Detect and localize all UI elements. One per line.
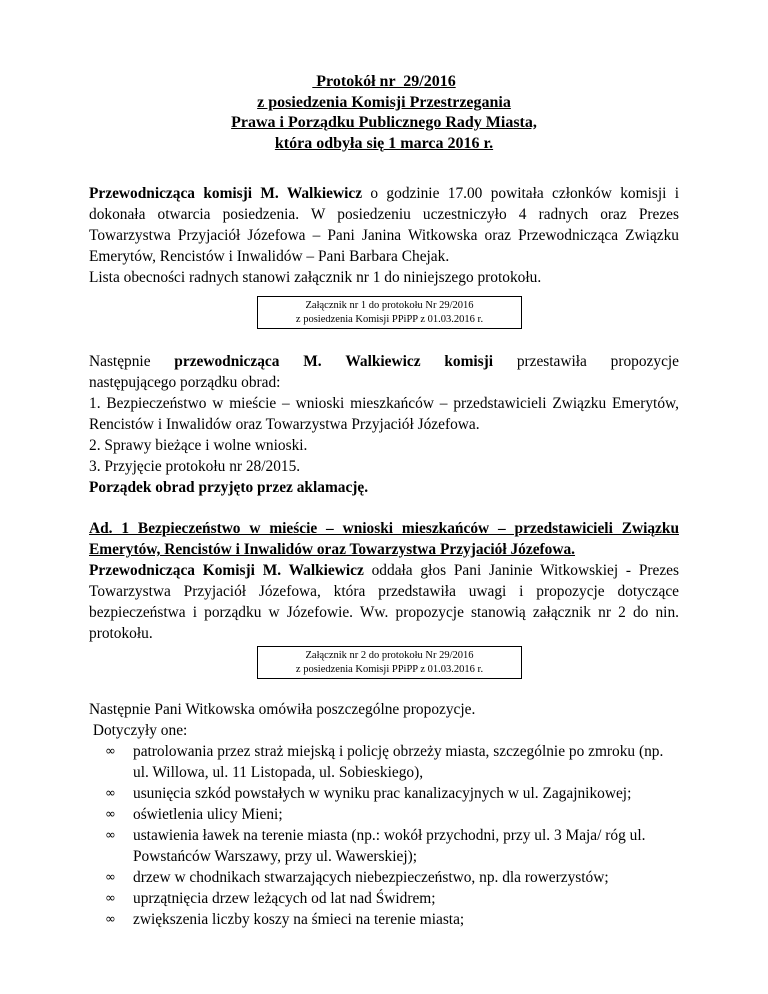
agenda-word-2: przewodnicząca <box>174 353 280 370</box>
list-item-text: ustawienia ławek na terenie miasta (np.: wokół przychodni, przy ul. 3 Maja/ róg ul. Powstańców Warszawy, przy ul. Wawerskiej); <box>133 827 646 865</box>
ad1-text: oddała głos Pani Janinie Witkowskiej - Prezes Towarzystwa Przyjaciół Józefowa, która przedstawiła uwagi i propozycje dotyczące bezpieczeństwa i porządku w Józefowie. Ww. propozycje stanowią załącznik nr 2 do nin. protokołu. <box>89 562 679 642</box>
title-line-3: Prawa i Porządku Publicznego Rady Miasta, <box>231 114 537 131</box>
title-line-1: Protokół nr 29/2016 <box>312 73 456 90</box>
attachment-2-line-1: Załącznik nr 2 do protokołu Nr 29/2016 <box>305 650 474 661</box>
agenda-intro-line-2: następującego porządku obrad: <box>89 374 281 391</box>
infinity-bullet-icon: ∞ <box>105 744 116 759</box>
proposals-intro: Następnie Pani Witkowska omówiła poszczególne propozycje. <box>89 701 476 718</box>
list-item <box>89 783 679 804</box>
proposals-list <box>89 741 679 930</box>
agenda-item-3: 3. Przyjęcie protokołu nr 28/2015. <box>89 458 301 475</box>
agenda-word-4: Walkiewicz <box>345 353 421 370</box>
agenda-word-3: M. <box>303 353 322 370</box>
attachment-1-line-2: z posiedzenia Komisji PPiPP z 01.03.2016 r. <box>295 313 484 325</box>
agenda-word-7: propozycje <box>610 353 680 370</box>
title-line-2: z posiedzenia Komisji Przestrzegania <box>257 93 511 111</box>
document-page <box>89 72 679 930</box>
attachment-2-box <box>257 646 522 679</box>
attachment-1-box <box>257 296 522 329</box>
opening-paragraph <box>89 183 679 267</box>
ad1-chairwoman-name: Przewodnicząca Komisji M. Walkiewicz <box>89 562 364 579</box>
infinity-bullet-icon: ∞ <box>105 891 116 906</box>
proposals-concerned: Dotyczyły one: <box>89 722 188 739</box>
agenda-item-1: 1. Bezpieczeństwo w mieście – wnioski mieszkańców – przedstawicieli Związku Emerytów, Rencistów i Inwalidów oraz Towarzystwa Przyjaciół Józefowa. <box>89 395 679 433</box>
infinity-bullet-icon: ∞ <box>105 786 116 801</box>
attachment-2-line-2: z posiedzenia Komisji PPiPP z 01.03.2016 r. <box>295 663 484 675</box>
agenda-intro-line <box>89 351 679 372</box>
opening-text: o godzinie 17.00 powitała członków komisji i dokonała otwarcia posiedzenia. W posiedzeniu uczestniczyło 4 radnych oraz Prezes Towarzystwa Przyjaciół Józefowa – Pani Janina Witkowska oraz Przewodnicząca Związku Emerytów, Rencistów i Inwalidów – Pani Barbara Chejak. <box>89 185 679 265</box>
title-line-4: która odbyła się 1 marca 2016 r. <box>274 134 494 152</box>
list-item <box>89 888 679 909</box>
list-item <box>89 804 679 825</box>
infinity-bullet-icon: ∞ <box>105 828 116 843</box>
attachment-1-line-1: Załącznik nr 1 do protokołu Nr 29/2016 <box>305 300 474 311</box>
infinity-bullet-icon: ∞ <box>105 870 116 885</box>
agenda-word-5: komisji <box>444 353 494 370</box>
chairwoman-name: Przewodnicząca komisji M. Walkiewicz <box>89 185 363 202</box>
list-item <box>89 825 679 867</box>
list-item-text: zwiększenia liczby koszy na śmieci na terenie miasta; <box>133 911 465 928</box>
list-item <box>89 741 679 783</box>
list-item <box>89 867 679 888</box>
list-item-text: uprzątnięcia drzew leżących od lat nad Świdrem; <box>133 890 436 907</box>
list-item-text: patrolowania przez straż miejską i policję obrzeży miasta, szczególnie po zmroku (np. ul. Willowa, ul. 11 Listopada, ul. Sobieskiego), <box>133 743 664 781</box>
agenda-item-2: 2. Sprawy bieżące i wolne wnioski. <box>89 437 308 454</box>
infinity-bullet-icon: ∞ <box>105 912 116 927</box>
infinity-bullet-icon: ∞ <box>105 807 116 822</box>
agenda-accepted <box>89 477 679 498</box>
list-item-text: oświetlenia ulicy Mieni; <box>133 806 283 823</box>
agenda-word-6: przestawiła <box>516 353 587 370</box>
document-title <box>89 72 679 154</box>
list-item <box>89 909 679 930</box>
agenda-accepted-text: Porządek obrad przyjęto przez aklamację. <box>89 479 369 496</box>
attendance-line: Lista obecności radnych stanowi załącznik nr 1 do niniejszego protokołu. <box>89 269 542 286</box>
ad1-heading: Ad. 1 Bezpieczeństwo w mieście – wnioski mieszkańców – przedstawicieli Związku Emerytów, Rencistów i Inwalidów oraz Towarzystwa Przyjaciół Józefowa. <box>89 520 679 558</box>
list-item-text: usunięcia szkód powstałych w wyniku prac kanalizacyjnych w ul. Zagajnikowej; <box>133 785 632 802</box>
agenda-word-1: Następnie <box>89 353 151 370</box>
list-item-text: drzew w chodnikach stwarzających niebezpieczeństwo, np. dla rowerzystów; <box>133 869 609 886</box>
ad1-paragraph <box>89 560 679 644</box>
